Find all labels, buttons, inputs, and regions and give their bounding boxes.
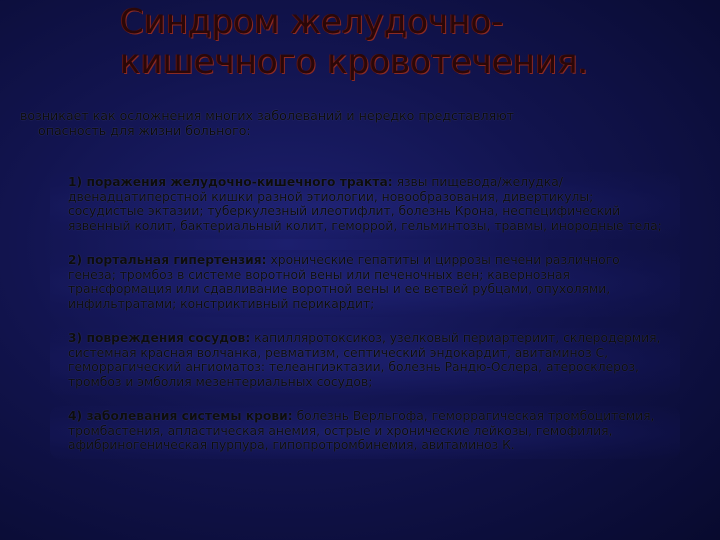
list-item-blood-diseases <box>50 406 680 459</box>
intro-line-2: опасность для жизни больного: <box>38 123 251 138</box>
list-item-heading: 2) портальная гипертензия: <box>68 253 267 267</box>
list-item-text: хронические гепатиты и циррозы печени различного генеза; тромбоз в системе воротной вены или печеночных вен; кавернозная трансформация или сдавливание воротной вены и ее ветвей рубцами, опухолями, инфильтратами; констриктивный перикардит; <box>68 253 620 311</box>
list-item-heading: 3) повреждения сосудов: <box>68 331 251 345</box>
list-item-text: капилляротоксикоз, узелковый периартериит, склеродермия, системная красная волчанка, ревматизм, септический эндокардит, авитаминоз С, геморрагический ангиоматоз: телеангиэктазии, болезнь Рандю-Ослера, атеросклероз, тромбоз и эмболия мезентериальных сосудов; <box>68 331 661 389</box>
list-item-text: болезнь Верльгофа, геморрагическая тромбоцитемия, тромбастения, апластическая анемия, острые и хронические лейкозы, гемофилия, афибриногеническая пурпура, гипопротромбинемия, авитаминоз К. <box>68 409 655 452</box>
intro-line-1: возникает как осложнения многих заболеваний и нередко представляют <box>20 108 515 123</box>
title-line-2: кишечного кровотечения. <box>120 42 589 82</box>
causes-list <box>50 172 680 470</box>
list-item-gi-tract <box>50 172 680 239</box>
list-item-vascular-damage <box>50 328 680 395</box>
intro-paragraph <box>20 108 710 138</box>
list-item-heading: 1) поражения желудочно-кишечного тракта: <box>68 175 393 189</box>
list-item-heading: 4) заболевания системы крови: <box>68 409 293 423</box>
title-line-1: Синдром желудочно- <box>120 2 504 42</box>
slide-title <box>120 2 700 82</box>
list-item-portal-hypertension <box>50 250 680 317</box>
list-item-text: язвы пищевода/желудка/двенадцатиперстной кишки разной этиологии, новообразования, дивертикулы; сосудистые эктазии; туберкулезный илеотифлит, болезнь Крона, неспецифический язвенный колит, бактериальный колит, геморрой, гельминтозы, травмы, инородные тела; <box>68 175 662 233</box>
